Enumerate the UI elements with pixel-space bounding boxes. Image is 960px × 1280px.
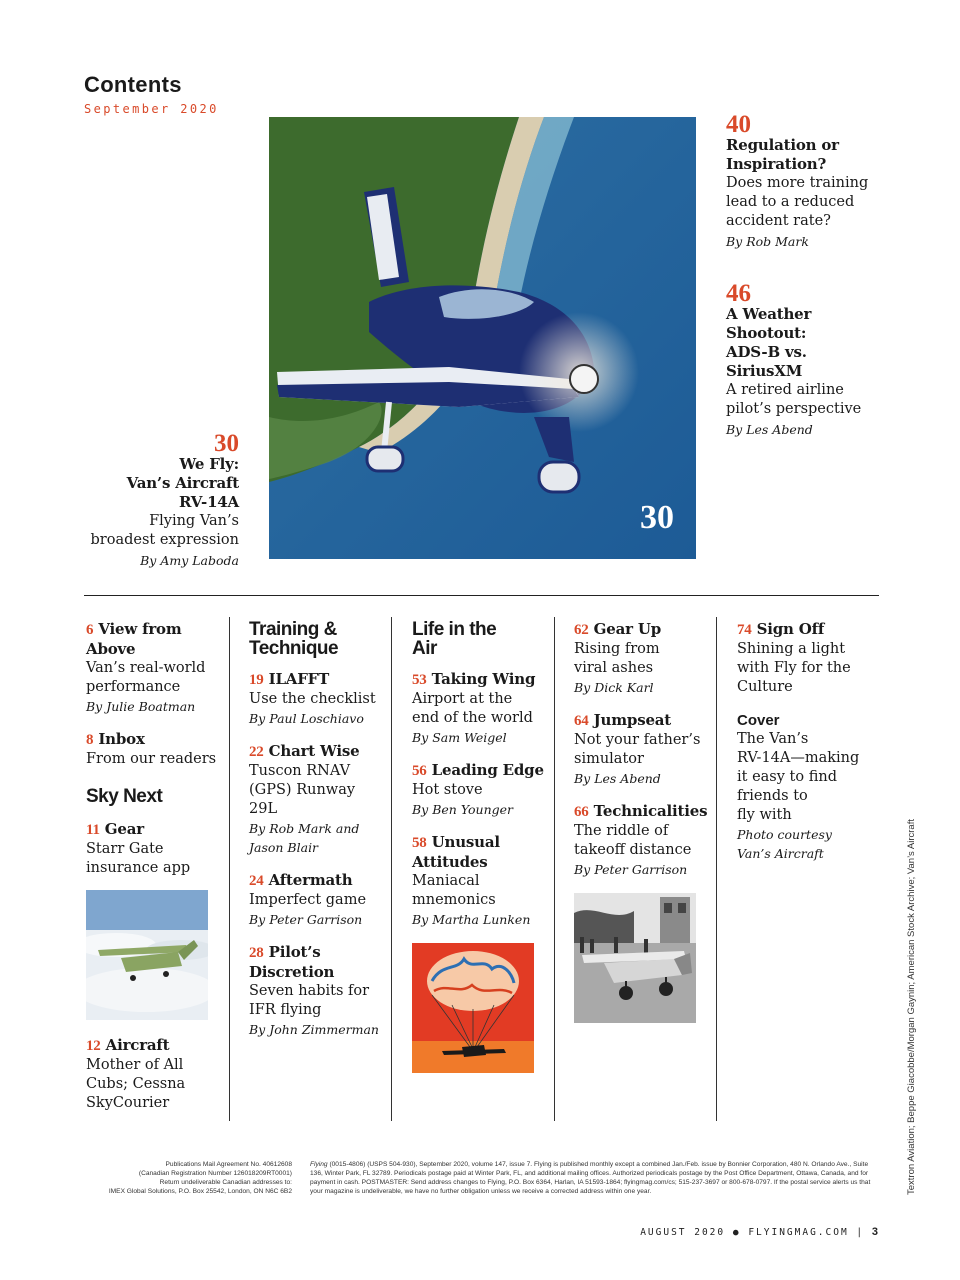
feature-story-46[interactable] (726, 280, 891, 439)
headline-line: SiriusXM (726, 362, 803, 380)
headline-line: We Fly: (179, 455, 239, 473)
dek-line: Maniacal (412, 873, 480, 889)
entry-title: Technicalities (588, 802, 708, 820)
toc-entry[interactable] (86, 620, 224, 716)
entry-title: View from (93, 620, 182, 638)
toc-entry[interactable] (574, 802, 712, 879)
dek-line: friends to (737, 788, 808, 804)
column-divider (716, 617, 717, 1121)
section-heading-line: Training & (249, 619, 337, 640)
page-number: 30 (214, 430, 239, 457)
fine-print-line: IMEX Global Solutions, P.O. Box 25542, London, ON N6C 6B2 (108, 1188, 292, 1195)
section-heading: Sky Next (86, 786, 163, 807)
departments-column-4 (574, 620, 712, 1023)
section-divider (84, 595, 879, 596)
page-number: 46 (726, 280, 751, 307)
cover-credit[interactable] (737, 711, 875, 863)
folio-website[interactable]: FLYINGMAG.COM (748, 1227, 849, 1238)
dek-line: end of the world (412, 710, 533, 726)
entry-title: Above (86, 640, 136, 658)
page-title: Contents (84, 72, 182, 97)
toc-entry[interactable] (574, 711, 712, 788)
entry-title: Unusual (426, 833, 500, 851)
headline-line: Van’s Aircraft (126, 474, 239, 492)
byline: By Dick Karl (574, 680, 654, 695)
dek-line: Hot stove (412, 782, 483, 798)
dek-line: performance (86, 679, 181, 695)
dek-line: Van’s real-world (86, 660, 206, 676)
brain-parachute-illustration[interactable] (412, 943, 534, 1073)
headline-line: Regulation or (726, 136, 839, 154)
dek-line: takeoff distance (574, 842, 692, 858)
page-number: 53 (412, 672, 427, 688)
headline-line: Inspiration? (726, 155, 827, 173)
dek-line: Starr Gate (86, 841, 164, 857)
toc-entry[interactable] (249, 943, 387, 1039)
page-number: 64 (574, 713, 589, 729)
skycourier-photo (86, 890, 208, 1020)
dek-line: Tuscon RNAV (249, 763, 351, 779)
page-number: 11 (86, 822, 100, 838)
magazine-name: Flying (310, 1161, 328, 1168)
cover-label: Cover (737, 712, 780, 729)
dek-line: pilot’s perspective (726, 401, 862, 417)
fine-print-line: Publications Mail Agreement No. 40612608 (165, 1161, 292, 1168)
dek-line: broadest expression (90, 532, 239, 548)
byline: By Ben Younger (412, 802, 513, 817)
toc-entry[interactable] (412, 761, 550, 819)
entry-title: Attitudes (412, 853, 488, 871)
dek-line: The riddle of (574, 823, 669, 839)
dek-line: fly with (737, 807, 792, 823)
dek-line: Flying Van’s (149, 513, 239, 529)
departments-column-2 (249, 620, 387, 1053)
headline-line: ADS-B vs. (726, 343, 807, 361)
pipe-separator: | (856, 1227, 865, 1238)
entry-title: Aftermath (263, 871, 353, 889)
dek-line: Not your father’s (574, 732, 701, 748)
toc-entry[interactable] (574, 620, 712, 697)
section-heading-line: Air (412, 638, 437, 659)
byline: By Julie Boatman (86, 699, 196, 714)
column-divider (391, 617, 392, 1121)
toc-entry[interactable] (249, 742, 387, 857)
photo-credit: Photo courtesy (737, 827, 832, 842)
dek-line: Rising from (574, 641, 660, 657)
fine-print-line: (Canadian Registration Number 126018209RT0001) (138, 1170, 292, 1177)
dek-line: 29L (249, 801, 278, 817)
headline-line: RV-14A (178, 493, 239, 511)
byline: By Les Abend (574, 771, 661, 786)
byline: By Paul Loschiavo (249, 711, 364, 726)
entry-title: Inbox (93, 730, 145, 748)
byline: By Peter Garrison (574, 862, 688, 877)
byline: By Martha Lunken (412, 912, 531, 927)
section-heading-line: Life in the (412, 619, 497, 640)
toc-entry[interactable] (86, 1036, 224, 1113)
feature-story-40[interactable] (726, 111, 891, 251)
toc-entry[interactable] (249, 871, 387, 929)
page-number: 24 (249, 873, 264, 889)
page-number: 8 (86, 732, 94, 748)
page-folio (640, 1226, 878, 1238)
dek-line: simulator (574, 751, 644, 767)
entry-title: ILAFFT (263, 670, 330, 688)
dek-line: with Fly for the (737, 660, 851, 676)
entry-title: Taking Wing (426, 670, 536, 688)
fine-print-line: Return undeliverable Canadian addresses to: (159, 1179, 292, 1186)
departments-column-1 (86, 620, 224, 1127)
dek-line: IFR flying (249, 1002, 322, 1018)
page-number: 62 (574, 622, 589, 638)
page-number: 6 (86, 622, 94, 638)
dek-line: Use the checklist (249, 691, 376, 707)
toc-entry[interactable] (412, 670, 550, 747)
column-divider (554, 617, 555, 1121)
dek-line: Cubs; Cessna (86, 1076, 186, 1092)
section-heading (249, 620, 387, 658)
entry-title: Gear Up (588, 620, 661, 638)
vintage-airplane-art (574, 893, 696, 1023)
issue-date: September 2020 (84, 102, 219, 116)
toc-entry[interactable] (86, 820, 224, 878)
hero-image[interactable] (269, 117, 696, 559)
toc-entry[interactable] (86, 730, 224, 769)
dek-line: Mother of All (86, 1057, 184, 1073)
photo-credit: Van’s Aircraft (737, 846, 824, 861)
headline-line: Shootout: (726, 324, 807, 342)
dek-line: RV-14A—making (737, 750, 860, 766)
entry-title: Leading Edge (426, 761, 544, 779)
byline: By Les Abend (726, 422, 813, 437)
section-heading-line: Technique (249, 638, 339, 659)
dek-line: it easy to find (737, 769, 837, 785)
folio-date: AUGUST 2020 (640, 1227, 726, 1238)
toc-entry[interactable] (249, 670, 387, 728)
section-heading (412, 620, 550, 658)
entry-title: Chart Wise (263, 742, 360, 760)
feature-story-30[interactable] (74, 430, 239, 570)
byline: By Peter Garrison (249, 912, 363, 927)
column-divider (229, 617, 230, 1121)
headline-line: A Weather (726, 305, 812, 323)
byline: By Rob Mark and (249, 821, 360, 836)
fine-print-text: (0015-4806) (USPS 504-930), September 2020, volume 147, issue 7. Flying is published monthly except a combined Jan./Feb. issue by Bonnier Corporation, 480 N. Orlando Ave., Suite 136, Winter Park, FL 32789. Periodicals postage paid at Winter Park, FL, and additional mailing offices. Authorized periodicals postage by the Post Office Department, Ottawa, Canada, and for payment in cash. POSTMASTER: Send address changes to Flying, P.O. Box 6364, Harlan, IA 51593-1864; flyingmag.com/cs; 515-237-3697 or 800-678-0797. If the postal service alerts us that your magazine is undeliverable, we have no further obligation unless we receive a corrected address within one year. (310, 1161, 871, 1195)
dek-line: mnemonics (412, 892, 496, 908)
departments-column-5 (737, 620, 875, 877)
dek-line: Shining a light (737, 641, 846, 657)
entry-title: Aircraft (100, 1036, 170, 1054)
dek-line: Airport at the (412, 691, 513, 707)
page-number: 66 (574, 804, 589, 820)
byline: Jason Blair (249, 840, 319, 855)
page-number: 22 (249, 744, 264, 760)
publication-mail-info (88, 1160, 292, 1196)
entry-title: Gear (99, 820, 144, 838)
page-number: 74 (737, 622, 752, 638)
dek-line: accident rate? (726, 213, 831, 229)
dek-line: (GPS) Runway (249, 782, 356, 798)
rv14a-photo (269, 117, 696, 559)
page-number: 12 (86, 1038, 101, 1054)
byline: By Rob Mark (726, 234, 809, 249)
entry-title: Sign Off (751, 620, 825, 638)
brain-parachute-art (412, 943, 534, 1073)
page-number: 28 (249, 945, 264, 961)
dek-line: Culture (737, 679, 793, 695)
page-number: 19 (249, 672, 264, 688)
entry-title: Pilot’s (263, 943, 321, 961)
byline: By John Zimmerman (249, 1022, 379, 1037)
toc-entry[interactable] (412, 833, 550, 929)
entry-title: Jumpseat (588, 711, 672, 729)
byline: By Sam Weigel (412, 730, 507, 745)
entry-title: Discretion (249, 963, 335, 981)
page-number: 58 (412, 835, 427, 851)
departments-column-3 (412, 620, 550, 1073)
skycourier-image[interactable] (86, 890, 208, 1020)
hero-page-number: 30 (640, 499, 674, 536)
byline: By Amy Laboda (140, 553, 239, 568)
photo-credits-text: Textron Aviation; Beppe Giacobbe/Morgan Gaynin; American Stock Archive; Van’s Aircraft (906, 819, 917, 1195)
page-number: 3 (871, 1226, 878, 1238)
page-number: 40 (726, 111, 751, 138)
dek-line: insurance app (86, 860, 191, 876)
dek-line: Imperfect game (249, 892, 367, 908)
vintage-airplane-photo[interactable] (574, 893, 696, 1023)
dek-line: SkyCourier (86, 1095, 170, 1111)
page-number: 56 (412, 763, 427, 779)
bullet-separator: ● (732, 1227, 741, 1238)
dek-line: The Van’s (737, 731, 809, 747)
dek-line: From our readers (86, 751, 217, 767)
dek-line: Does more training (726, 175, 869, 191)
dek-line: viral ashes (574, 660, 654, 676)
dek-line: A retired airline (726, 382, 844, 398)
toc-entry[interactable] (737, 620, 875, 697)
statement-of-publication (310, 1160, 880, 1196)
dek-line: Seven habits for (249, 983, 370, 999)
dek-line: lead to a reduced (726, 194, 855, 210)
